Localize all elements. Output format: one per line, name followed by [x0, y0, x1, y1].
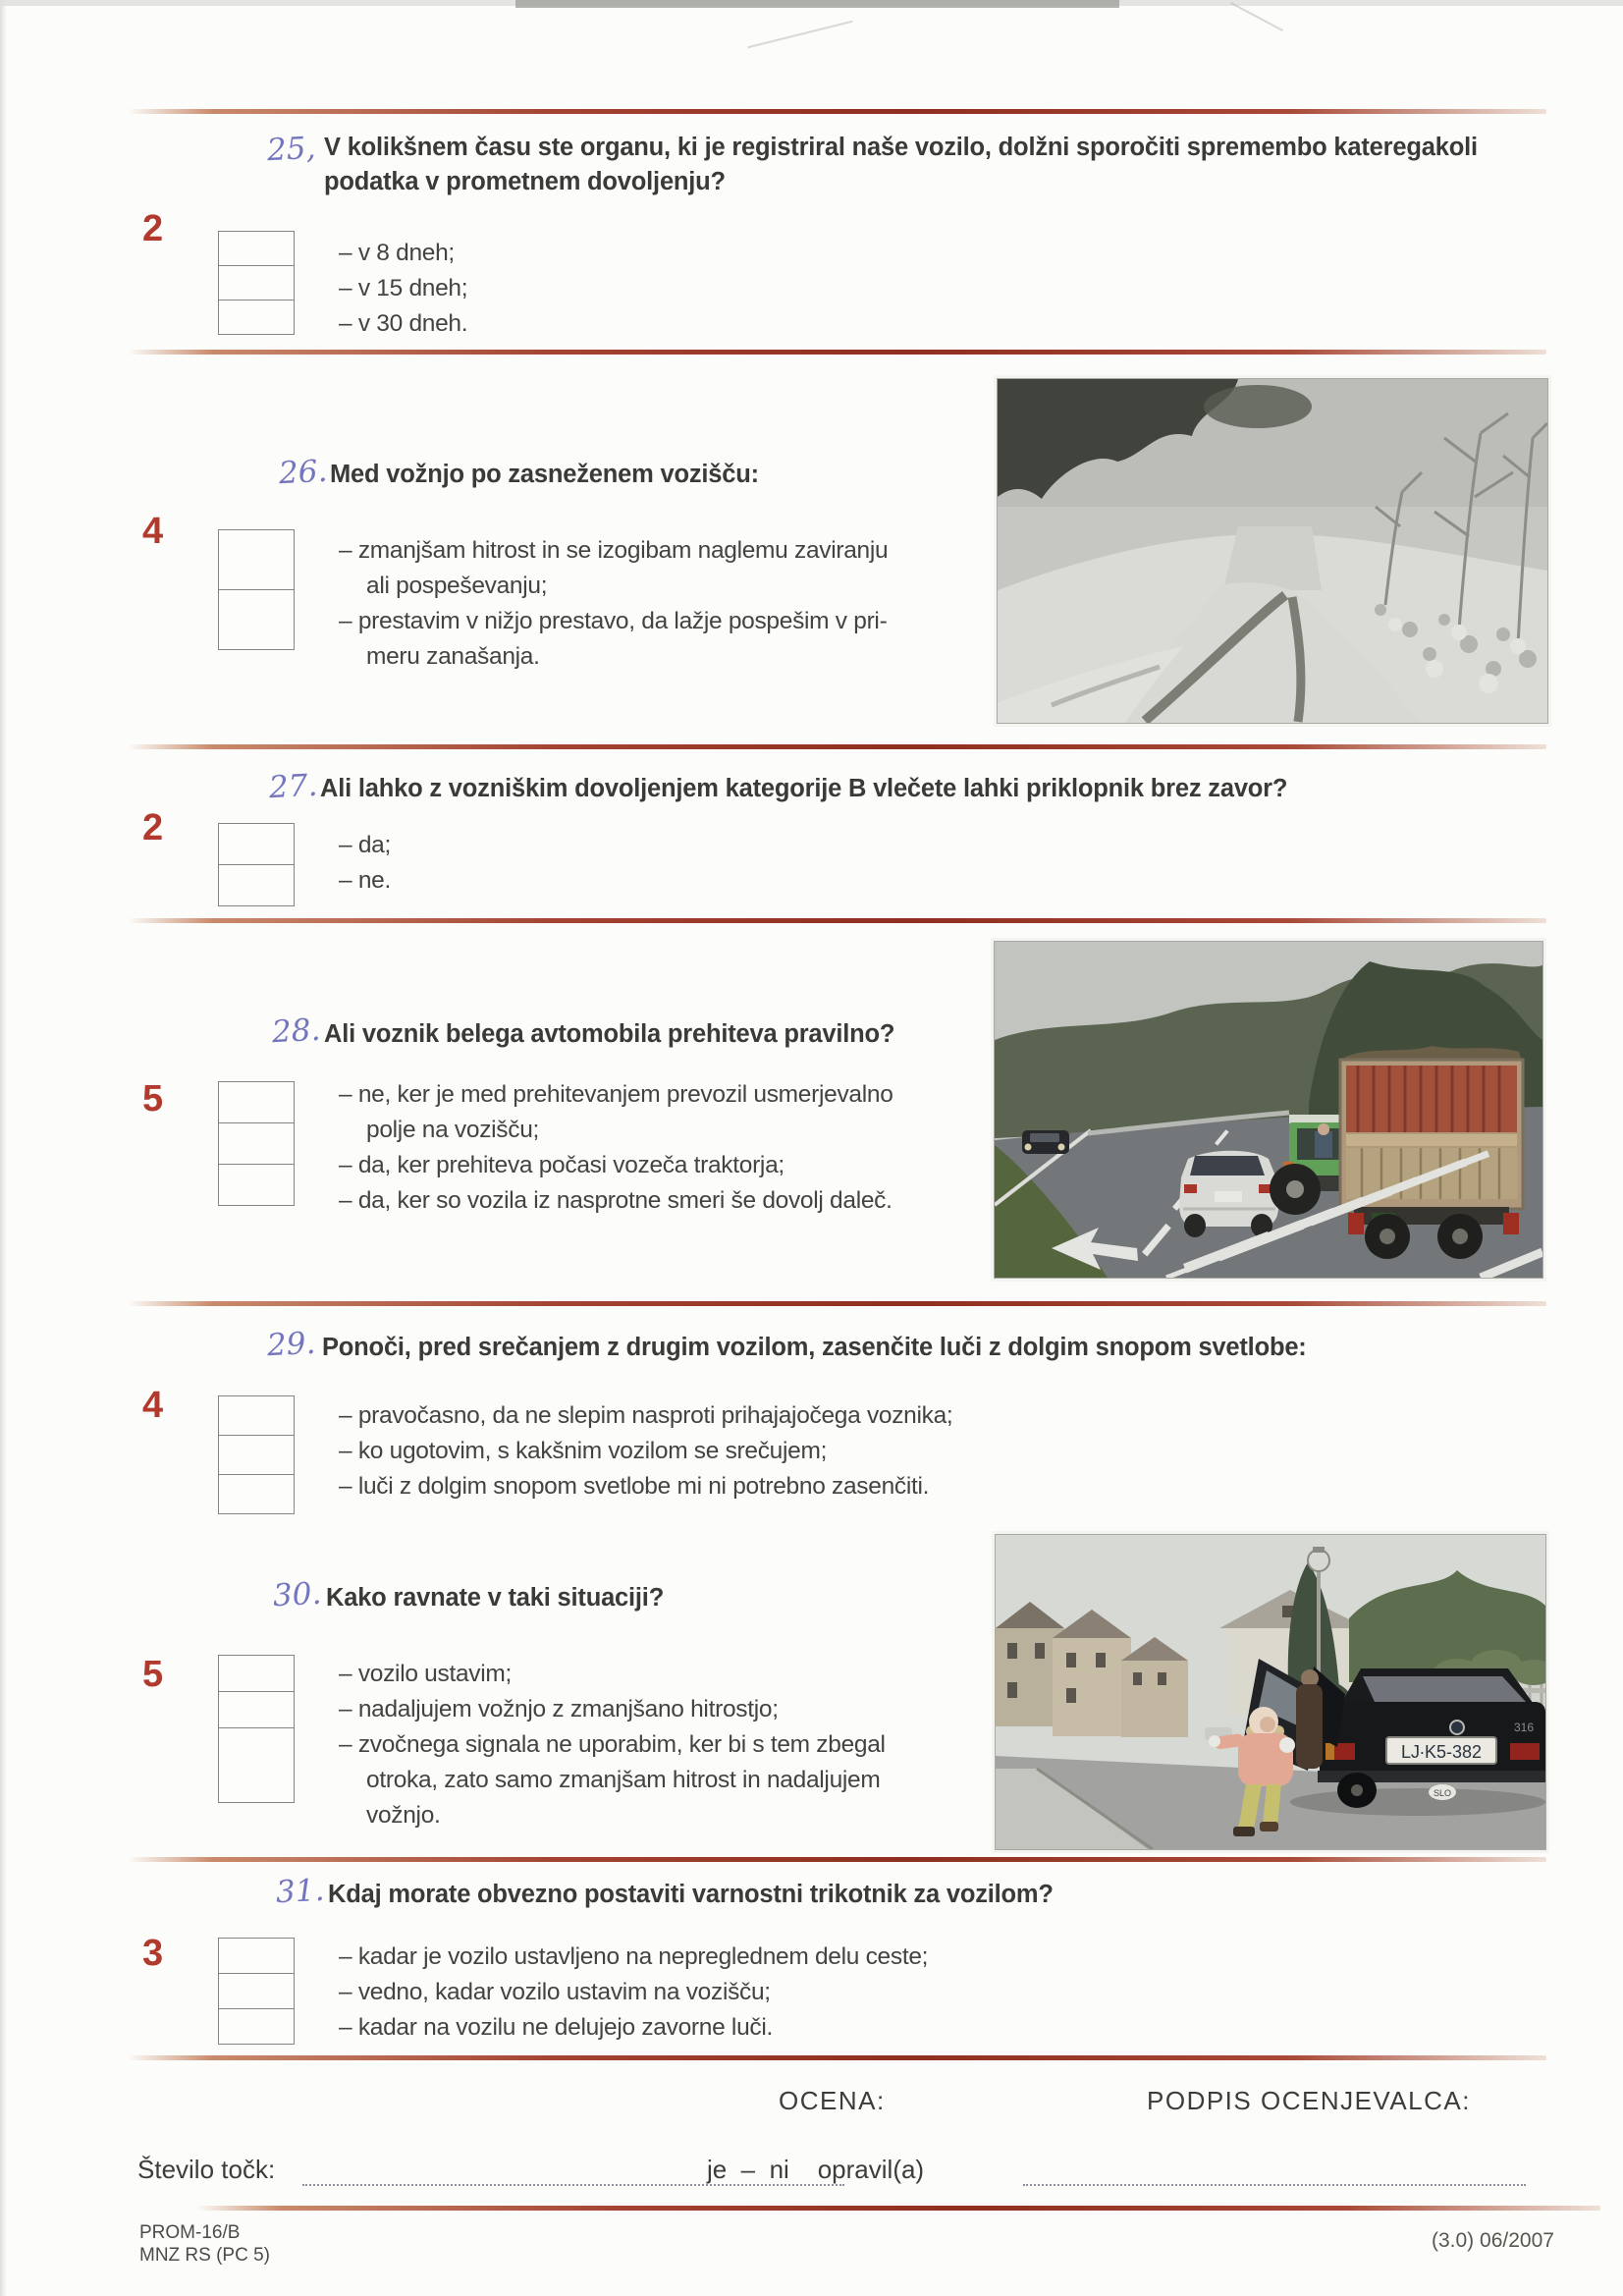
answer-boxes [218, 529, 295, 650]
answer-checkbox[interactable] [218, 300, 295, 335]
red-divider [128, 1857, 1546, 1862]
answer-checkbox[interactable] [218, 1691, 295, 1728]
points-value: 4 [142, 1385, 164, 1426]
points-total-label: Število točk: [137, 2155, 276, 2184]
answer-option: – zvočnega signala ne uporabim, ker bi s tem zbegal otroka, zato samo zmanjšam hitrost in nadaljujem vožnjo. [339, 1731, 886, 1829]
answer-option: – v 8 dneh; [339, 240, 455, 266]
answer-option: – da; [339, 832, 391, 858]
form-code-line1: PROM-16/B [139, 2222, 241, 2243]
answer-option: – kadar je vozilo ustavljeno na nepreglednem delu ceste; [339, 1943, 929, 1970]
answer-checkbox[interactable] [218, 1435, 295, 1475]
answer-checkbox[interactable] [218, 1081, 295, 1123]
answer-option: – da, ker so vozila iz nasprotne smeri še dovolj daleč. [339, 1187, 893, 1214]
oncoming-car [1022, 1130, 1069, 1154]
answer-option: – ne, ker je med prehitevanjem prevozil usmerjevalno polje na vozišču; [339, 1081, 893, 1143]
form-code-line2: MNZ RS (PC 5) [139, 2245, 270, 2266]
grade-label: OCENA: [779, 2086, 886, 2115]
answer-options [339, 1077, 893, 1219]
overtaking-photo [994, 941, 1543, 1279]
question-text: Kako ravnate v taki situaciji? [326, 1584, 665, 1612]
answer-checkbox[interactable] [218, 529, 295, 590]
question-number-handwritten: 27. [268, 767, 319, 806]
answer-option: – prestavim v nižjo prestavo, da lažje pospešim v pri- meru zanašanja. [339, 608, 888, 670]
red-divider [196, 2206, 1600, 2211]
points-value: 4 [142, 511, 164, 552]
pencil-mark [747, 21, 852, 49]
answer-option: – pravočasno, da ne slepim nasproti prihajajočega voznika; [339, 1402, 953, 1429]
form-code [139, 2221, 270, 2267]
answer-boxes [218, 1081, 295, 1206]
red-divider [128, 109, 1546, 114]
street-child-photo [995, 1534, 1546, 1850]
red-divider [128, 744, 1546, 749]
answer-option: – v 30 dneh. [339, 310, 468, 337]
scan-edge-artifact [0, 0, 7, 2296]
question-text: Kdaj morate obvezno postaviti varnostni trikotnik za vozilom? [328, 1881, 1054, 1908]
answer-checkbox[interactable] [218, 589, 295, 650]
answer-options [339, 1657, 886, 1833]
white-car [1179, 1151, 1278, 1237]
answer-option: – zmanjšam hitrost in se izogibam naglemu zaviranju ali pospeševanju; [339, 537, 889, 599]
question-number-handwritten: 30. [272, 1575, 323, 1614]
answer-options [339, 533, 888, 675]
pencil-mark [1230, 2, 1283, 31]
answer-option: – ko ugotovim, s kakšnim vozilom se srečujem; [339, 1438, 828, 1464]
form-version: (3.0) 06/2007 [1432, 2229, 1554, 2252]
answer-checkbox[interactable] [218, 1395, 295, 1436]
red-divider [128, 2055, 1546, 2060]
question-number-handwritten: 25, [266, 130, 317, 169]
question-number-handwritten: 26. [278, 453, 329, 492]
answer-boxes [218, 231, 295, 335]
svg-text:316: 316 [1513, 1721, 1534, 1734]
points-value: 5 [142, 1078, 164, 1120]
answer-checkbox[interactable] [218, 1655, 295, 1692]
answer-checkbox[interactable] [218, 231, 295, 266]
question-number-handwritten: 28. [271, 1011, 322, 1051]
answer-option: – da, ker prehiteva počasi vozeča traktorja; [339, 1152, 784, 1178]
question-number-handwritten: 31. [275, 1872, 326, 1911]
question-text: V kolikšnem času ste organu, ki je registriral naše vozilo, dolžni sporočiti spremembo kateregakoli podatka v prometnem dovoljenju? [324, 134, 1478, 195]
answer-boxes [218, 823, 295, 906]
answer-option: – vozilo ustavim; [339, 1661, 512, 1687]
answer-options [339, 1940, 928, 2046]
answer-boxes [218, 1395, 295, 1514]
question-text: Ali voznik belega avtomobila prehiteva pravilno? [324, 1020, 895, 1048]
red-divider [128, 350, 1546, 355]
answer-option: – nadaljujem vožnjo z zmanjšano hitrostjo; [339, 1696, 779, 1722]
answer-checkbox[interactable] [218, 1973, 295, 2009]
svg-text:LJ∙K5-382: LJ∙K5-382 [1400, 1742, 1483, 1762]
signature-fill-line[interactable] [1023, 2184, 1526, 2186]
answer-checkbox[interactable] [218, 823, 295, 865]
answer-options [339, 236, 467, 342]
answer-option: – luči z dolgim snopom svetlobe mi ni potrebno zasenčiti. [339, 1473, 930, 1500]
answer-option: – v 15 dneh; [339, 275, 468, 301]
answer-checkbox[interactable] [218, 2008, 295, 2045]
pass-fail-text: je – ni opravil(a) [707, 2155, 925, 2184]
snowy-road-photo [997, 378, 1548, 724]
points-value: 2 [142, 208, 164, 249]
answer-option: – vedno, kadar vozilo ustavim na vozišču; [339, 1979, 771, 2005]
question-number-handwritten: 29. [266, 1325, 317, 1364]
answer-options [339, 828, 391, 899]
answer-checkbox[interactable] [218, 1122, 295, 1165]
answer-checkbox[interactable] [218, 1164, 295, 1206]
scan-edge-artifact [515, 0, 1119, 8]
points-value: 3 [142, 1933, 164, 1974]
red-divider [128, 918, 1546, 923]
answer-option: – ne. [339, 867, 391, 894]
examiner-signature-label: PODPIS OCENJEVALCA: [1147, 2086, 1471, 2115]
answer-options [339, 1398, 952, 1504]
answer-option: – kadar na vozilu ne delujejo zavorne luči. [339, 2014, 773, 2041]
question-text: Med vožnjo po zasneženem vozišču: [330, 461, 759, 488]
answer-checkbox[interactable] [218, 1727, 295, 1803]
answer-boxes [218, 1938, 295, 2045]
answer-checkbox[interactable] [218, 864, 295, 906]
red-divider [128, 1301, 1546, 1306]
answer-checkbox[interactable] [218, 265, 295, 301]
points-value: 2 [142, 807, 164, 848]
answer-checkbox[interactable] [218, 1938, 295, 1974]
svg-text:SLO: SLO [1433, 1788, 1452, 1798]
answer-boxes [218, 1655, 295, 1803]
points-value: 5 [142, 1654, 164, 1695]
question-text: Ponoči, pred srečanjem z drugim vozilom, zasenčite luči z dolgim snopom svetlobe: [322, 1334, 1307, 1361]
question-text: Ali lahko z vozniškim dovoljenjem kategorije B vlečete lahki priklopnik brez zavor? [320, 775, 1288, 802]
answer-checkbox[interactable] [218, 1474, 295, 1514]
